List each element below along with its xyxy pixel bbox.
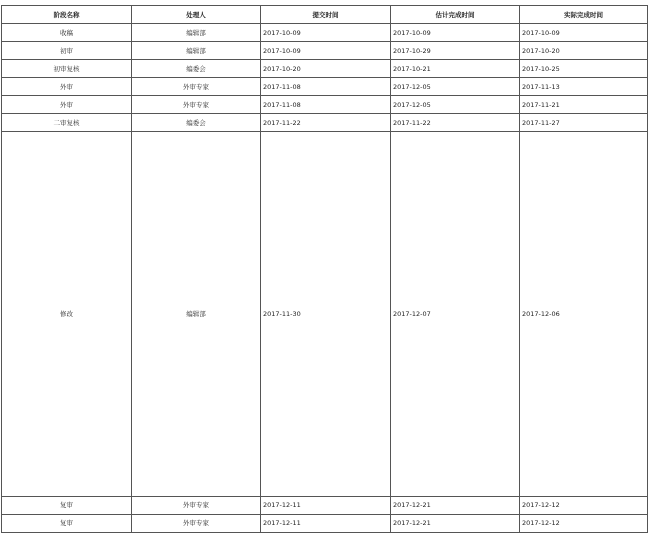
submit-time-cell: 2017-10-20	[261, 60, 391, 78]
handler-cell: 外审专家	[132, 496, 261, 514]
table-row	[2, 42, 648, 60]
actual-completion-cell: 2017-12-12	[520, 514, 648, 532]
stage-name-cell: 初审复核	[2, 60, 132, 78]
submit-time-cell: 2017-11-08	[261, 78, 391, 96]
stage-name-cell: 收稿	[2, 24, 132, 42]
header-estimated-completion: 估计完成时间	[391, 6, 520, 24]
handler-cell: 编委会	[132, 60, 261, 78]
estimated-completion-cell: 2017-12-05	[391, 96, 520, 114]
table-row	[2, 24, 648, 42]
handler-cell: 外审专家	[132, 514, 261, 532]
estimated-completion-cell: 2017-12-21	[391, 514, 520, 532]
actual-completion-cell: 2017-10-09	[520, 24, 648, 42]
estimated-completion-cell: 2017-10-21	[391, 60, 520, 78]
handler-cell: 编委会	[132, 114, 261, 132]
header-submit-time: 提交时间	[261, 6, 391, 24]
table-row	[2, 96, 648, 114]
submit-time-cell: 2017-11-30	[261, 132, 391, 497]
stage-name-cell: 外审	[2, 78, 132, 96]
table-row	[2, 496, 648, 514]
stage-name-cell: 修改	[2, 132, 132, 497]
header-handler: 处理人	[132, 6, 261, 24]
review-progress-table	[1, 5, 648, 533]
estimated-completion-cell: 2017-12-21	[391, 496, 520, 514]
handler-cell: 外审专家	[132, 96, 261, 114]
table-row	[2, 514, 648, 532]
stage-name-cell: 外审	[2, 96, 132, 114]
stage-name-cell: 初审	[2, 42, 132, 60]
actual-completion-cell: 2017-11-27	[520, 114, 648, 132]
actual-completion-cell: 2017-11-21	[520, 96, 648, 114]
handler-cell: 外审专家	[132, 78, 261, 96]
stage-name-cell: 复审	[2, 514, 132, 532]
handler-cell: 编辑部	[132, 42, 261, 60]
estimated-completion-cell: 2017-10-09	[391, 24, 520, 42]
header-stage-name: 阶段名称	[2, 6, 132, 24]
submit-time-cell: 2017-12-11	[261, 496, 391, 514]
stage-name-cell: 复审	[2, 496, 132, 514]
table-row	[2, 78, 648, 96]
stage-name-cell: 二审复核	[2, 114, 132, 132]
actual-completion-cell: 2017-10-20	[520, 42, 648, 60]
actual-completion-cell: 2017-12-06	[520, 132, 648, 497]
submit-time-cell: 2017-11-08	[261, 96, 391, 114]
actual-completion-cell: 2017-11-13	[520, 78, 648, 96]
estimated-completion-cell: 2017-10-29	[391, 42, 520, 60]
estimated-completion-cell: 2017-12-05	[391, 78, 520, 96]
submit-time-cell: 2017-11-22	[261, 114, 391, 132]
handler-cell: 编辑部	[132, 132, 261, 497]
table-row	[2, 132, 648, 497]
header-actual-completion: 实际完成时间	[520, 6, 648, 24]
actual-completion-cell: 2017-10-25	[520, 60, 648, 78]
review-progress-table-container	[1, 5, 647, 533]
estimated-completion-cell: 2017-12-07	[391, 132, 520, 497]
handler-cell: 编辑部	[132, 24, 261, 42]
table-row	[2, 60, 648, 78]
actual-completion-cell: 2017-12-12	[520, 496, 648, 514]
estimated-completion-cell: 2017-11-22	[391, 114, 520, 132]
submit-time-cell: 2017-10-09	[261, 42, 391, 60]
submit-time-cell: 2017-12-11	[261, 514, 391, 532]
table-header-row	[2, 6, 648, 24]
table-row	[2, 114, 648, 132]
submit-time-cell: 2017-10-09	[261, 24, 391, 42]
